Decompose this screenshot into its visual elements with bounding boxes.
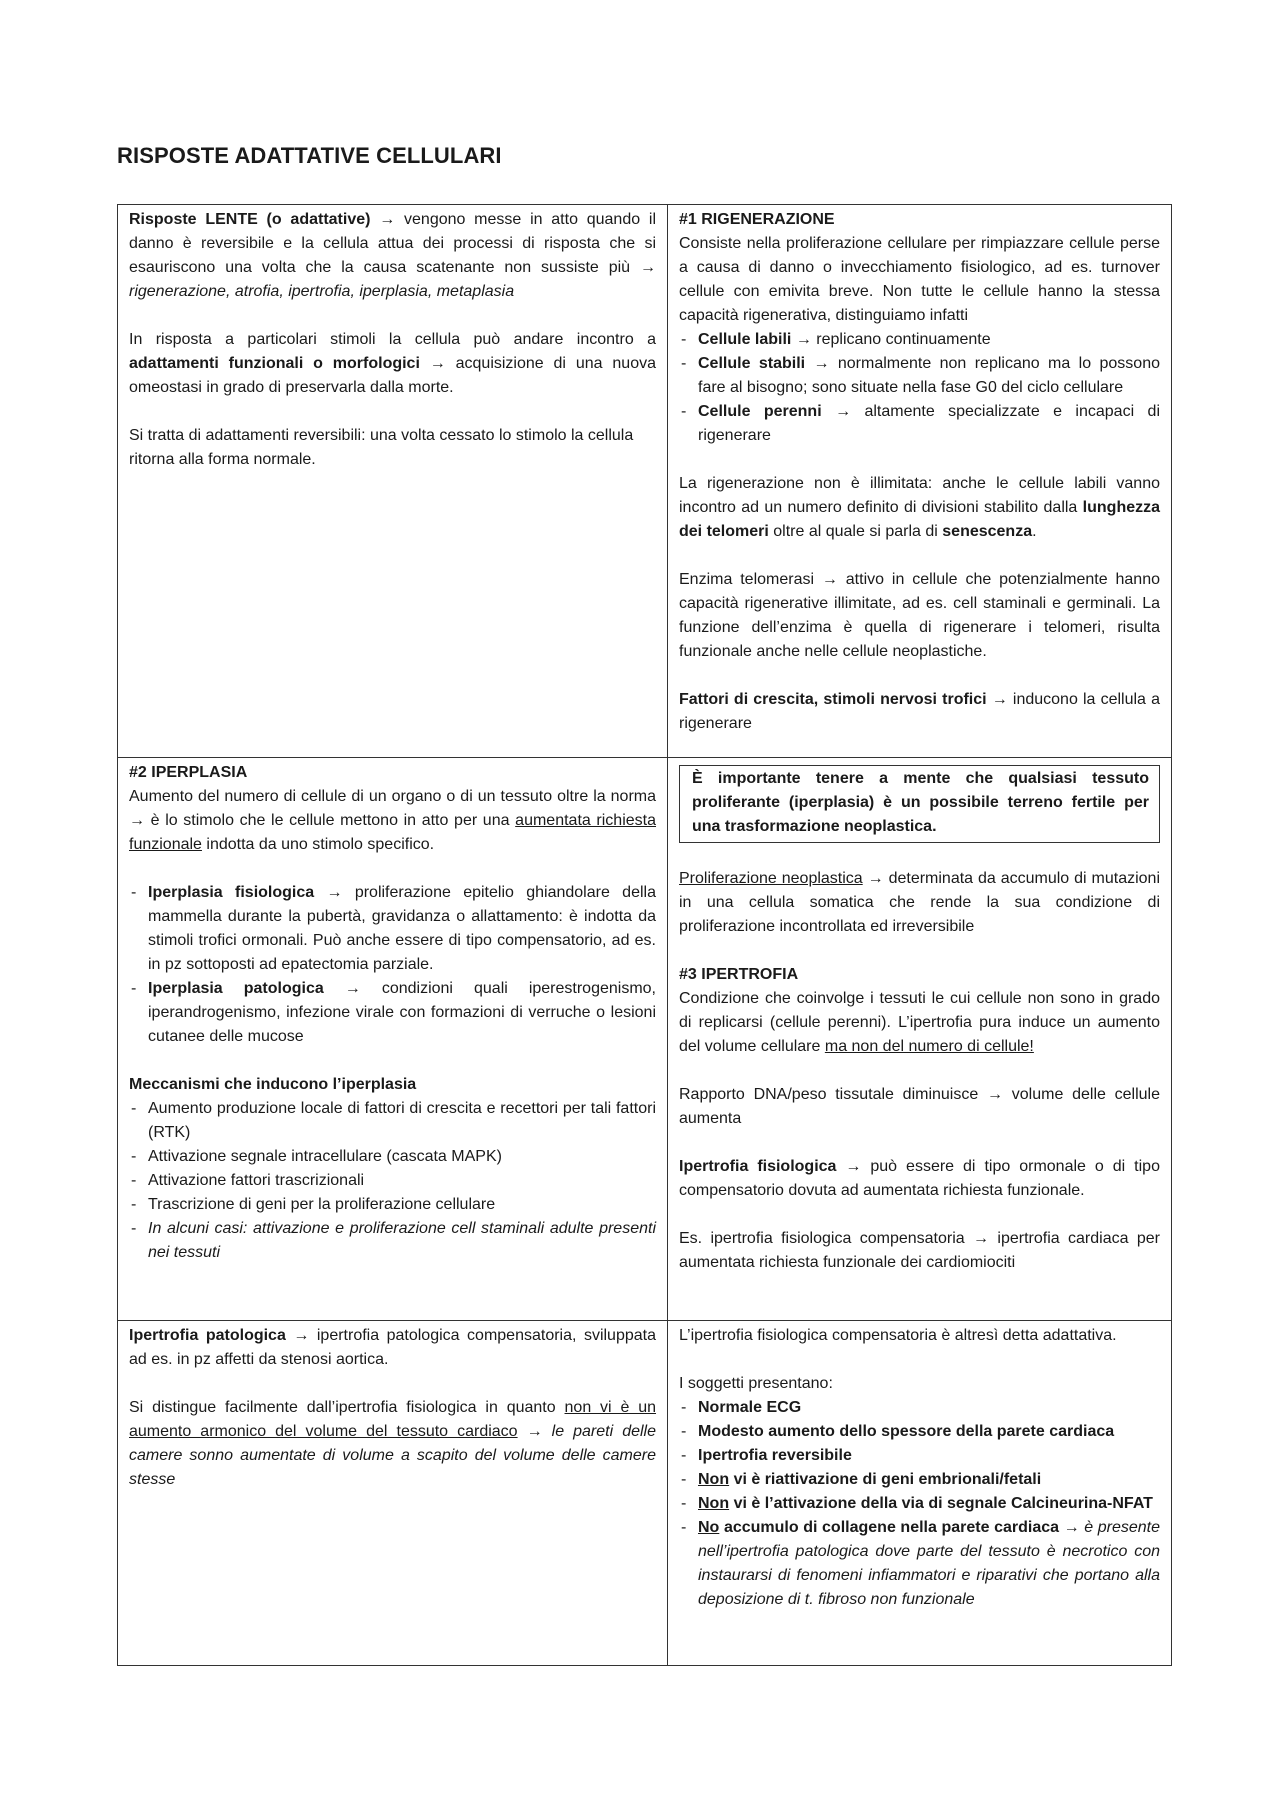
- text: Enzima telomerasi: [679, 571, 815, 588]
- italic-text: è presente nell’ipertrofia patologica dove parte del tessuto è necrotico con instaurarsi di fenomeni infiammatori e riparativi che portano alla deposizione di t. fibroso non funzionale: [698, 1519, 1161, 1608]
- paragraph: [129, 208, 656, 304]
- text: ipertrofia cardiaca per aumentata richiesta funzionale dei cardiomiociti: [679, 1230, 1161, 1271]
- cell-types-list: [679, 328, 1160, 448]
- term: Normale ECG: [698, 1399, 802, 1416]
- arrow-icon: →: [344, 980, 361, 997]
- text: indotta da uno stimolo specifico.: [206, 836, 435, 853]
- cell-risposte-lente: [118, 205, 668, 758]
- list-item: [679, 400, 1160, 448]
- paragraph: [679, 1227, 1160, 1275]
- arrow-icon: →: [1063, 1519, 1080, 1536]
- list-item: [679, 1468, 1160, 1492]
- underlined-text: Proliferazione neoplastica: [679, 870, 863, 887]
- italic-text: le pareti delle camere sonno aumentate di volume a scapito del volume delle camere stesse: [129, 1423, 656, 1488]
- term: Ipertrofia reversibile: [698, 1447, 852, 1464]
- list-item: - Trascrizione di geni per la proliferazione cellulare: [129, 1193, 656, 1217]
- arrow-icon: →: [640, 259, 656, 276]
- term: Ipertrofia fisiologica: [679, 1158, 837, 1175]
- arrow-icon: →: [795, 331, 812, 348]
- text: Es. ipertrofia fisiologica compensatoria: [679, 1230, 965, 1247]
- term: Fattori di crescita, stimoli nervosi trofici: [679, 691, 987, 708]
- term: Cellule labili: [698, 331, 792, 348]
- arrow-icon: →: [129, 812, 145, 829]
- text: determinata da accumulo di mutazioni in una cellula somatica che rende la sua condizione di proliferazione incontrollata ed irreversibile: [679, 870, 1160, 935]
- list-item: [679, 1516, 1160, 1612]
- text: è lo stimolo che le cellule mettono in atto per una: [150, 812, 510, 829]
- underlined-text: non vi è un aumento armonico del volume del tessuto cardiaco: [129, 1399, 657, 1440]
- cell-ipertrofia: [668, 758, 1172, 1321]
- text: inducono la cellula a rigenerare: [679, 691, 1161, 732]
- term-adattamenti: adattamenti funzionali o morfologici: [129, 355, 420, 372]
- term: Iperplasia fisiologica: [148, 884, 315, 901]
- arrow-icon: →: [973, 1230, 990, 1247]
- list-item: [679, 1420, 1160, 1444]
- underlined-text: Non: [698, 1471, 730, 1488]
- term: lunghezza dei telomeri: [679, 499, 1161, 540]
- arrow-icon: →: [379, 211, 396, 228]
- arrow-icon: →: [821, 571, 838, 588]
- term: Ipertrofia patologica: [129, 1327, 286, 1344]
- arrow-icon: →: [326, 884, 343, 901]
- arrow-icon: →: [987, 1086, 1004, 1103]
- paragraph: [129, 328, 656, 400]
- text: La rigenerazione non è illimitata: anche le cellule labili vanno incontro ad un numero definito di divisioni stabilito dalla: [679, 475, 1160, 516]
- text: Si distingue facilmente dall’ipertrofia fisiologica in quanto: [129, 1399, 556, 1416]
- cell-rigenerazione: [668, 205, 1172, 758]
- text: acquisizione di una nuova omeostasi in grado di preservarla dalla morte.: [129, 355, 656, 396]
- paragraph: L’ipertrofia fisiologica compensatoria è altresì detta adattativa.: [679, 1327, 1117, 1344]
- text: replicano continuamente: [816, 331, 991, 348]
- paragraph: Si tratta di adattamenti reversibili: una volta cessato lo stimolo la cellula ritorna alla forma normale.: [129, 427, 634, 468]
- underlined-text: ma non del numero di cellule!: [824, 1038, 1034, 1055]
- text: condizioni quali iperestrogenismo, iperandrogenismo, infezione virale con formazioni di verruche o lesioni cutanee delle mucose: [148, 980, 656, 1045]
- table-row: [118, 1321, 1172, 1666]
- iperplasia-types-list: [129, 881, 656, 1049]
- italic-text: In alcuni casi: attivazione e proliferazione cell staminali adulte presenti nei tessuti: [148, 1220, 656, 1261]
- underlined-text: No: [698, 1519, 720, 1536]
- text: altamente specializzate e incapaci di rigenerare: [698, 403, 1160, 444]
- paragraph: [679, 688, 1160, 736]
- paragraph: [679, 1155, 1160, 1203]
- paragraph: [679, 472, 1160, 544]
- text: oltre al quale si parla di: [773, 523, 938, 540]
- mechanisms-list: [129, 1097, 656, 1265]
- underlined-text: Non: [698, 1495, 730, 1512]
- arrow-icon: →: [429, 355, 446, 372]
- heading-text: #1 RIGENERAZIONE: [679, 211, 835, 228]
- cell-ipertrofia-adattativa: [668, 1321, 1172, 1666]
- paragraph: I soggetti presentano:: [679, 1375, 833, 1392]
- list-item: [679, 352, 1160, 400]
- notes-table: [117, 204, 1172, 1666]
- arrow-icon: →: [991, 691, 1008, 708]
- list-item: [129, 1217, 656, 1265]
- list-item: [679, 1444, 1160, 1468]
- term: senescenza: [942, 523, 1033, 540]
- list-item: - Attivazione segnale intracellulare (cascata MAPK): [129, 1145, 656, 1169]
- table-row: [118, 205, 1172, 758]
- heading-text: #3 IPERTROFIA: [679, 966, 799, 983]
- list-item: [679, 1396, 1160, 1420]
- arrow-icon: →: [526, 1423, 543, 1440]
- paragraph: [129, 1396, 656, 1492]
- term: Cellule perenni: [698, 403, 822, 420]
- italic-text: rigenerazione, atrofia, ipertrofia, iperplasia, metaplasia: [129, 283, 515, 300]
- text: .: [1032, 523, 1037, 540]
- text: Condizione che coinvolge i tessuti le cui cellule non sono in grado di replicarsi (cellule perenni). L’ipertrofia pura induce un aumento del volume cellulare: [679, 990, 1160, 1055]
- text: normalmente non replicano ma lo possono fare al bisogno; sono situate nella fase G0 del ciclo cellulare: [698, 355, 1160, 396]
- text: volume delle cellule aumenta: [679, 1086, 1160, 1127]
- text: vi è riattivazione di geni embrionali/fetali: [733, 1471, 1042, 1488]
- arrow-icon: →: [845, 1158, 862, 1175]
- paragraph: Consiste nella proliferazione cellulare per rimpiazzare cellule perse a causa di danno o invecchiamento fisiologico, ad es. turnover cellule con emivita breve. Non tutte le cellule hanno la stessa capacità rigenerativa, distinguiamo infatti: [679, 235, 1160, 324]
- text: ipertrofia patologica compensatoria, sviluppata ad es. in pz affetti da stenosi aortica.: [129, 1327, 656, 1368]
- underlined-text: aumentata richiesta funzionale: [129, 812, 657, 853]
- table-row: [118, 758, 1172, 1321]
- section-heading: [129, 1073, 656, 1097]
- arrow-icon: →: [867, 870, 884, 887]
- text: può essere di tipo ormonale o di tipo compensatorio dovuta ad aumentata richiesta funzionale.: [679, 1158, 1160, 1199]
- text: vengono messe in atto quando il danno è reversibile e la cellula attua dei processi di risposta che si esauriscono una volta che la causa scatenante non sussiste più: [129, 211, 657, 276]
- text: Rapporto DNA/peso tissutale diminuisce: [679, 1086, 979, 1103]
- section-heading: [679, 963, 1160, 987]
- arrow-icon: →: [835, 403, 852, 420]
- text: proliferazione epitelio ghiandolare della mammella durante la pubertà, gravidanza o allattamento: è indotta da stimoli trofici ormonali. Può anche essere di tipo compensatorio, ad es. in pz sottoposti ad epatectomia parziale.: [148, 884, 656, 973]
- cell-ipertrofia-patologica: [118, 1321, 668, 1666]
- findings-list: [679, 1396, 1160, 1612]
- paragraph: [679, 867, 1160, 939]
- text: accumulo di collagene nella parete cardiaca: [723, 1519, 1060, 1536]
- text: In risposta a particolari stimoli la cellula può andare incontro a: [129, 331, 656, 348]
- section-heading: [679, 208, 1160, 232]
- paragraph: [679, 1083, 1160, 1131]
- text: attivo in cellule che potenzialmente hanno capacità rigenerative illimitate, ad es. cell staminali e germinali. La funzione dell’enzima è quella di rigenerare i telomeri, risulta funzionale anche nelle cellule neoplastiche.: [679, 571, 1160, 660]
- paragraph: [679, 568, 1160, 664]
- text: Aumento del numero di cellule di un organo o di un tessuto oltre la norma: [129, 788, 656, 805]
- heading-text: #2 IPERPLASIA: [129, 764, 248, 781]
- list-item: - Attivazione fattori trascrizionali: [129, 1169, 656, 1193]
- paragraph: [679, 987, 1160, 1059]
- list-item: [129, 977, 656, 1049]
- term: Modesto aumento dello spessore della parete cardiaca: [698, 1423, 1115, 1440]
- list-item: [679, 1492, 1160, 1516]
- term-risposte-lente: Risposte LENTE (o adattative): [129, 211, 371, 228]
- term: Iperplasia patologica: [148, 980, 324, 997]
- list-item: - Aumento produzione locale di fattori di crescita e recettori per tali fattori (RTK): [129, 1097, 656, 1145]
- list-item: [129, 881, 656, 977]
- important-note-box: È importante tenere a mente che qualsiasi tessuto proliferante (iperplasia) è un possibile terreno fertile per una trasformazione neoplastica.: [679, 765, 1160, 843]
- list-item: [679, 328, 1160, 352]
- paragraph: [129, 1324, 656, 1372]
- section-heading: [129, 761, 656, 785]
- text: vi è l’attivazione della via di segnale Calcineurina-NFAT: [733, 1495, 1153, 1512]
- paragraph: [129, 785, 656, 857]
- heading-text: Meccanismi che inducono l’iperplasia: [129, 1076, 417, 1093]
- cell-iperplasia: [118, 758, 668, 1321]
- term: Cellule stabili: [698, 355, 806, 372]
- page-title: RISPOSTE ADATTATIVE CELLULARI: [117, 143, 502, 168]
- arrow-icon: →: [813, 355, 830, 372]
- arrow-icon: →: [293, 1327, 310, 1344]
